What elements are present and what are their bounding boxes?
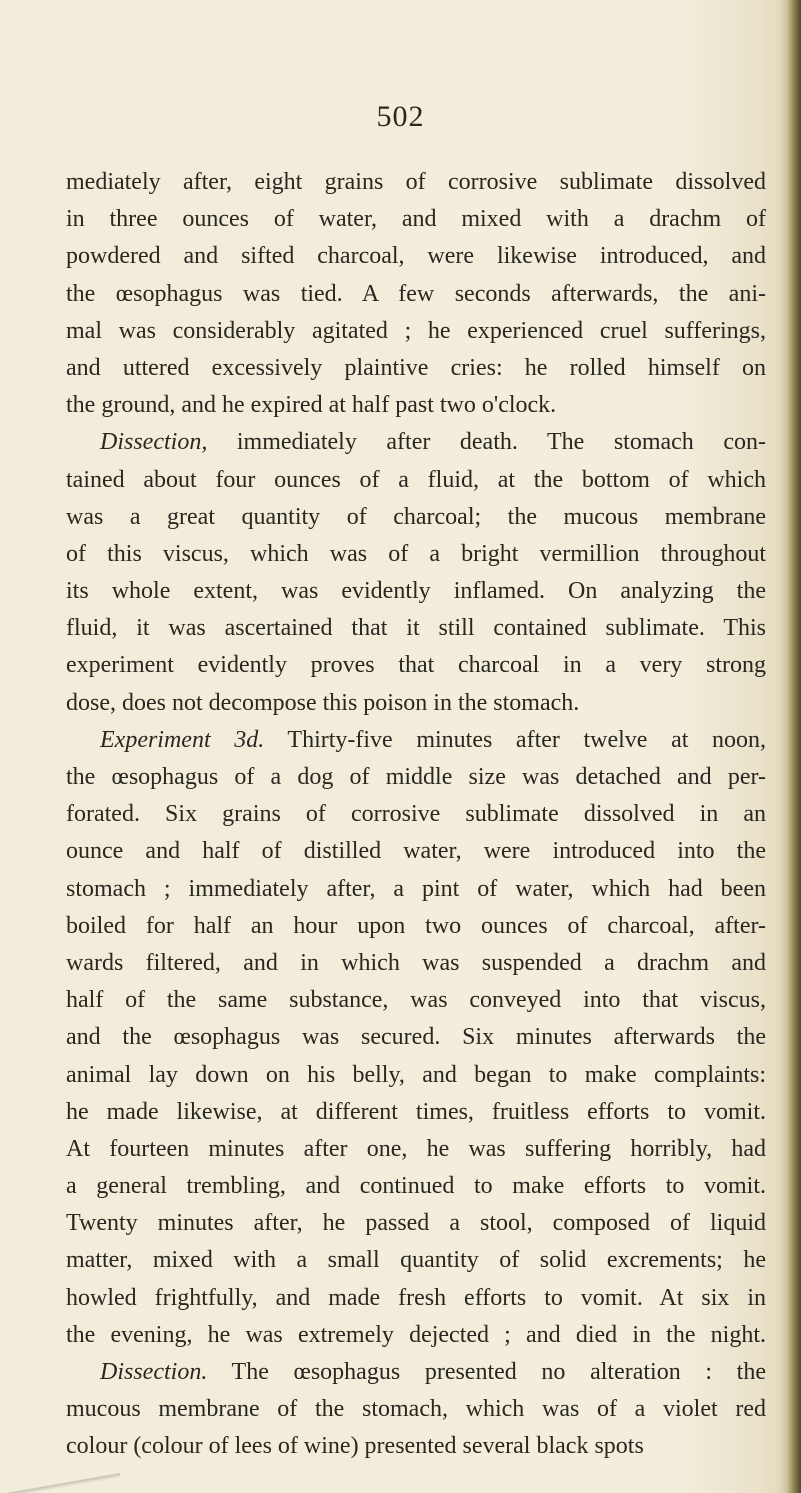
text-line: mediately after, eight grains of corrosive sublimate dissolved: [66, 169, 766, 195]
text-line: tained about four ounces of a fluid, at the bottom of which: [66, 466, 766, 493]
page-binding-edge: [779, 0, 801, 1493]
text-line: fluid, it was ascertained that it still contained sublimate. This: [66, 615, 766, 642]
text-line: half of the same substance, was conveyed into that viscus,: [66, 987, 766, 1014]
text-line: in three ounces of water, and mixed with a drachm of: [66, 206, 766, 233]
text-line: Dissection, immediately after death. The stomach con-: [100, 429, 766, 456]
body-text: [66, 164, 766, 1466]
page-number: 502: [376, 100, 425, 133]
text-line: matter, mixed with a small quantity of solid excrements; he: [66, 1247, 766, 1274]
text-line: and the œsophagus was secured. Six minutes afterwards the: [66, 1024, 766, 1051]
text-line: was a great quantity of charcoal; the mucous membrane: [66, 503, 766, 530]
text-line: howled frightfully, and made fresh efforts to vomit. At six in: [66, 1284, 766, 1311]
text-line: animal lay down on his belly, and began to make complaints:: [66, 1061, 766, 1088]
text-line: dose, does not decompose this poison in the stomach.: [66, 689, 580, 716]
text-line: ounce and half of distilled water, were introduced into the: [66, 838, 766, 865]
text-line: and uttered excessively plaintive cries: he rolled himself on: [66, 354, 766, 381]
text-line: of this viscus, which was of a bright vermillion throughout: [66, 540, 766, 567]
section-lead: Dissection.: [100, 1359, 208, 1385]
text-line: the œsophagus was tied. A few seconds afterwards, the ani-: [66, 280, 766, 307]
text-line: the œsophagus of a dog of middle size was detached and per-: [66, 764, 766, 790]
text-line: the evening, he was extremely dejected ; and died in the night.: [66, 1321, 766, 1348]
text-line: its whole extent, was evidently inflamed. On analyzing the: [66, 578, 766, 605]
text-line: he made likewise, at different times, fruitless efforts to vomit.: [66, 1098, 766, 1125]
text-line: mucous membrane of the stomach, which was of a violet red: [66, 1396, 766, 1423]
text-line: forated. Six grains of corrosive sublimate dissolved in an: [66, 801, 766, 828]
text-line: At fourteen minutes after one, he was suffering horribly, had: [66, 1135, 766, 1162]
text-line: the ground, and he expired at half past two o'clock.: [66, 392, 557, 419]
text-line: mal was considerably agitated ; he experienced cruel sufferings,: [66, 317, 766, 344]
section-lead: Experiment 3d.: [100, 726, 265, 753]
text-line: colour (colour of lees of wine) presented several black spots: [66, 1433, 644, 1460]
text-line: Dissection. The œsophagus presented no alteration : the: [100, 1359, 766, 1385]
text-line: Experiment 3d. Thirty-five minutes after twelve at noon,: [100, 726, 766, 753]
text-line: experiment evidently proves that charcoal in a very strong: [66, 652, 766, 679]
text-line: wards filtered, and in which was suspended a drachm and: [66, 949, 766, 976]
section-lead: Dissection,: [100, 429, 208, 456]
text-line: a general trembling, and continued to make efforts to vomit.: [66, 1173, 766, 1200]
page-corner-shadow: [0, 1463, 120, 1493]
text-line: boiled for half an hour upon two ounces of charcoal, after-: [66, 912, 766, 939]
text-line: powdered and sifted charcoal, were likewise introduced, and: [66, 243, 766, 270]
text-line: Twenty minutes after, he passed a stool, composed of liquid: [66, 1210, 766, 1237]
text-line: stomach ; immediately after, a pint of water, which had been: [66, 875, 766, 902]
